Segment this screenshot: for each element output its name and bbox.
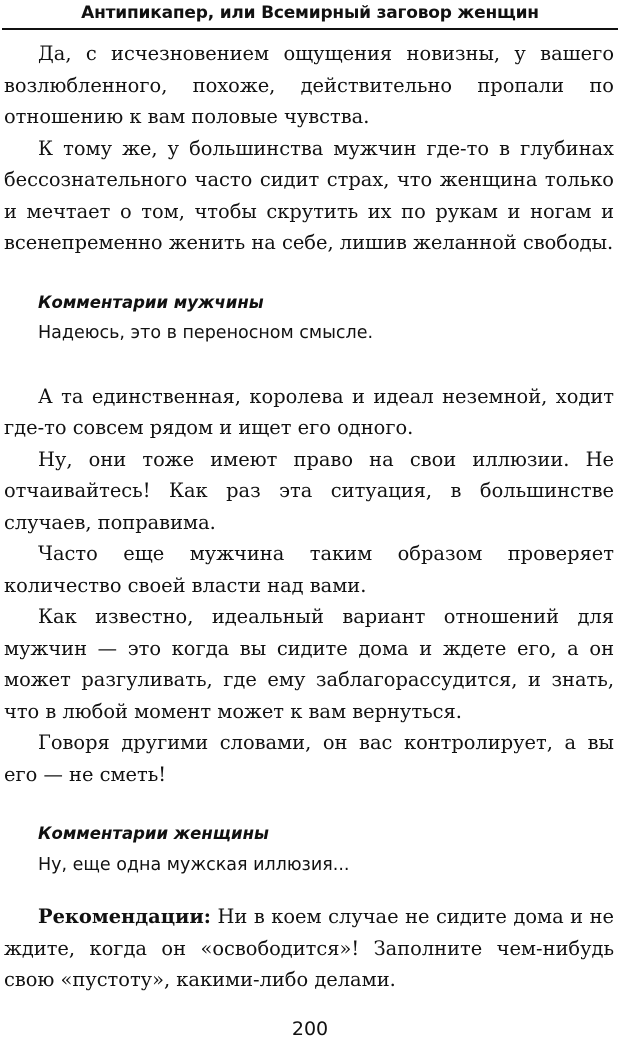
paragraph: Да, с исчезновением ощущения новизны, у вашего возлюбленного, похоже, действительно пропали по отношению к вам половые чувства. xyxy=(4,42,614,128)
recommendations-text: Ни в коем случае не сидите дома и не ждите, когда он «освободится»! Заполните чем-нибудь свою «пустоту», какими-либо делами. xyxy=(4,905,614,991)
women-comment-text: Ну, еще одна мужская иллюзия... xyxy=(38,854,350,875)
header-rule xyxy=(2,28,618,30)
paragraph: Говоря другими словами, он вас контролирует, а вы его — не сметь! xyxy=(4,731,614,786)
spacer xyxy=(4,350,614,381)
paragraph: Ну, они тоже имеют право на свои иллюзии. Не отчаивайтесь! Как раз эта ситуация, в большинстве случаев, поправима. xyxy=(4,447,614,534)
men-comment-heading: Комментарии мужчины xyxy=(38,292,264,312)
spacer xyxy=(4,881,614,901)
recommendations-label: Рекомендации: xyxy=(38,905,211,928)
spacer xyxy=(4,259,614,287)
paragraph: Часто еще мужчина таким образом проверяет количество своей власти над вами. xyxy=(4,542,614,597)
spacer xyxy=(4,790,614,818)
recommendations-paragraph xyxy=(4,901,614,996)
women-comment-heading: Комментарии женщины xyxy=(38,824,269,843)
men-comment-text: Надеюсь, это в переносном смысле. xyxy=(38,323,374,343)
paragraph: А та единственная, королева и идеал неземной, ходит где-то совсем рядом и ищет его одного. xyxy=(4,384,614,439)
paragraph: К тому же, у большинства мужчин где-то в глубинах бессознательного часто сидит страх, что женщина только и мечтает о том, чтобы скрутить их по рукам и ногам и всенепременно женить на себе, лишив желанной свободы. xyxy=(4,136,614,254)
page-number: 200 xyxy=(291,1018,329,1040)
paragraph: Как известно, идеальный вариант отношений для мужчин — это когда вы сидите дома и ждете его, а он может разгуливать, где ему заблагорассудится, и знать, что в любой момент может к вам вернуться. xyxy=(4,605,614,723)
body-text xyxy=(4,38,614,996)
running-head: Антипикапер, или Всемирный заговор женщин xyxy=(81,3,539,23)
